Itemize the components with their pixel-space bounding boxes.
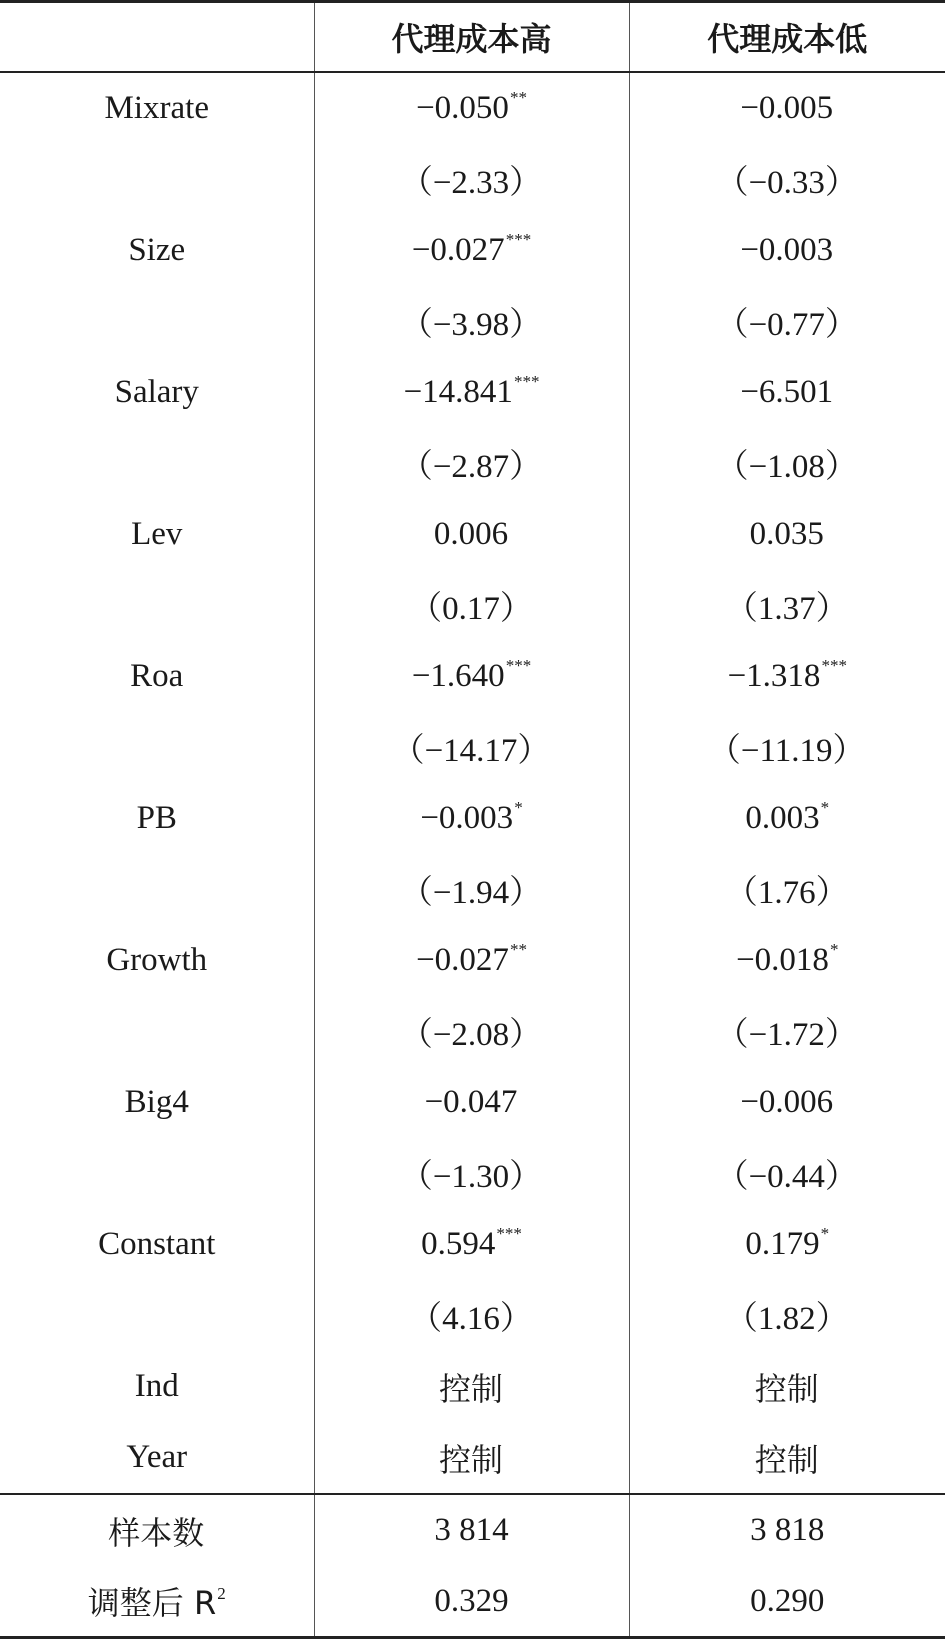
- cell-low-agency-cost: [629, 428, 945, 499]
- cell-low-agency-cost: [629, 1067, 945, 1138]
- significance-stars: **: [509, 940, 527, 959]
- cell-high-agency-cost-value: （−2.08）: [399, 1017, 543, 1053]
- cell-low-agency-cost: [629, 925, 945, 996]
- cell-low-agency-cost: [629, 1280, 945, 1351]
- cell-high-agency-cost: [314, 499, 629, 570]
- significance-stars: *: [820, 798, 830, 817]
- cell-high-agency-cost: [314, 1067, 629, 1138]
- cell-high-agency-cost-value: （−3.98）: [399, 307, 543, 343]
- row-label: [0, 144, 314, 215]
- table-row: [0, 996, 945, 1067]
- footer-low-agency-cost: 0.290: [629, 1566, 945, 1638]
- cell-low-agency-cost: [629, 1209, 945, 1280]
- table-row: [0, 1209, 945, 1280]
- significance-stars: *: [829, 940, 839, 959]
- table-row: [0, 72, 945, 144]
- cell-high-agency-cost-value: 控制: [438, 1440, 503, 1479]
- cell-low-agency-cost: [629, 144, 945, 215]
- cell-low-agency-cost: [629, 783, 945, 854]
- header-high-agency-cost: 代理成本高: [314, 2, 629, 73]
- cell-low-agency-cost-value: 0.179: [745, 1226, 820, 1262]
- cell-low-agency-cost-value: −0.003: [740, 232, 834, 268]
- cell-low-agency-cost: [629, 72, 945, 144]
- cell-high-agency-cost: [314, 1209, 629, 1280]
- footer-label-text: 调整后 R: [87, 1584, 217, 1622]
- cell-high-agency-cost: [314, 641, 629, 712]
- table-row: [0, 854, 945, 925]
- cell-high-agency-cost: [314, 1422, 629, 1494]
- row-label: [0, 1067, 314, 1138]
- table-row: [0, 1067, 945, 1138]
- cell-low-agency-cost: [629, 286, 945, 357]
- cell-low-agency-cost: [629, 357, 945, 428]
- cell-high-agency-cost-value: （−14.17）: [391, 733, 551, 769]
- cell-low-agency-cost: [629, 1422, 945, 1494]
- cell-low-agency-cost: [629, 854, 945, 925]
- row-label: [0, 1138, 314, 1209]
- cell-high-agency-cost: [314, 996, 629, 1067]
- row-label: [0, 428, 314, 499]
- cell-low-agency-cost-value: −6.501: [740, 374, 834, 410]
- row-label-value: Year: [126, 1439, 188, 1475]
- cell-low-agency-cost-value: （1.82）: [724, 1301, 849, 1337]
- cell-low-agency-cost: [629, 570, 945, 641]
- row-label-value: Mixrate: [104, 90, 209, 126]
- significance-stars: ***: [505, 230, 532, 249]
- footer-label-text: 样本数: [108, 1513, 205, 1552]
- table-row: [0, 783, 945, 854]
- cell-low-agency-cost-value: −0.005: [740, 90, 834, 126]
- significance-stars: ***: [496, 1224, 522, 1243]
- table-row: [0, 215, 945, 286]
- cell-low-agency-cost: [629, 499, 945, 570]
- cell-high-agency-cost: [314, 854, 629, 925]
- row-label: [0, 925, 314, 996]
- cell-high-agency-cost: [314, 1138, 629, 1209]
- table-row: [0, 357, 945, 428]
- cell-high-agency-cost-value: −1.640: [411, 658, 505, 694]
- row-label: [0, 641, 314, 712]
- row-label-value: Size: [128, 232, 186, 268]
- table-footer: [0, 1494, 945, 1638]
- table-header: [0, 2, 945, 73]
- table-row: [0, 1138, 945, 1209]
- significance-stars: *: [514, 798, 523, 817]
- cell-high-agency-cost-value: −0.050: [416, 90, 509, 126]
- cell-high-agency-cost-value: −0.047: [424, 1084, 518, 1120]
- cell-low-agency-cost-value: （−0.33）: [715, 165, 858, 201]
- header-row: [0, 2, 945, 73]
- row-label: [0, 499, 314, 570]
- significance-stars: ***: [513, 372, 540, 391]
- cell-low-agency-cost: [629, 712, 945, 783]
- cell-low-agency-cost-value: （1.76）: [724, 875, 849, 911]
- row-label: [0, 1351, 314, 1422]
- cell-low-agency-cost-value: （1.37）: [724, 591, 849, 627]
- cell-high-agency-cost-value: （−1.30）: [399, 1159, 543, 1195]
- cell-high-agency-cost: [314, 1280, 629, 1351]
- row-label: [0, 1280, 314, 1351]
- row-label: [0, 570, 314, 641]
- cell-low-agency-cost: [629, 215, 945, 286]
- cell-low-agency-cost-value: −0.006: [740, 1084, 834, 1120]
- cell-low-agency-cost-value: 控制: [754, 1369, 819, 1408]
- cell-low-agency-cost-value: 控制: [754, 1440, 819, 1479]
- cell-high-agency-cost: [314, 215, 629, 286]
- cell-high-agency-cost: [314, 144, 629, 215]
- row-label-value: Roa: [130, 658, 184, 694]
- row-label-value: Big4: [124, 1084, 189, 1120]
- footer-low-agency-cost: 3 818: [629, 1494, 945, 1566]
- cell-low-agency-cost: [629, 996, 945, 1067]
- table-row: [0, 428, 945, 499]
- row-label: [0, 215, 314, 286]
- table-row: [0, 1422, 945, 1494]
- row-label: [0, 996, 314, 1067]
- header-low-agency-cost: 代理成本低: [707, 20, 868, 58]
- cell-low-agency-cost-value: （−11.19）: [707, 733, 866, 769]
- footer-row: [0, 1494, 945, 1566]
- cell-high-agency-cost: [314, 925, 629, 996]
- footer-label-superscript: 2: [217, 1584, 226, 1603]
- cell-low-agency-cost-value: −1.318: [727, 658, 821, 694]
- cell-high-agency-cost: [314, 428, 629, 499]
- significance-stars: **: [509, 88, 527, 107]
- table-row: [0, 286, 945, 357]
- cell-low-agency-cost-value: （−0.44）: [715, 1159, 858, 1195]
- row-label: [0, 783, 314, 854]
- row-label-value: PB: [136, 800, 177, 836]
- row-label-value: Lev: [131, 516, 183, 552]
- row-label: [0, 854, 314, 925]
- table-row: [0, 499, 945, 570]
- header-variable: [0, 2, 314, 73]
- significance-stars: ***: [821, 656, 847, 675]
- cell-high-agency-cost-value: （−1.94）: [399, 875, 543, 911]
- row-label: [0, 357, 314, 428]
- significance-stars: *: [820, 1224, 830, 1243]
- footer-high-agency-cost: 0.329: [314, 1566, 629, 1638]
- cell-high-agency-cost-value: （−2.87）: [399, 449, 543, 485]
- table-row: [0, 925, 945, 996]
- cell-high-agency-cost-value: 0.006: [433, 516, 509, 552]
- cell-high-agency-cost: [314, 570, 629, 641]
- cell-high-agency-cost: [314, 286, 629, 357]
- cell-high-agency-cost: [314, 1351, 629, 1422]
- table-row: [0, 712, 945, 783]
- cell-low-agency-cost-value: （−1.08）: [715, 449, 858, 485]
- cell-high-agency-cost-value: −0.003: [420, 800, 514, 836]
- row-label-value: Salary: [114, 374, 199, 410]
- footer-label: [0, 1494, 314, 1566]
- cell-high-agency-cost: [314, 783, 629, 854]
- row-label: [0, 72, 314, 144]
- cell-low-agency-cost-value: 0.035: [749, 516, 824, 552]
- cell-high-agency-cost-value: −0.027: [416, 942, 509, 978]
- cell-low-agency-cost: [629, 641, 945, 712]
- row-label: [0, 286, 314, 357]
- footer-high-agency-cost: 3 814: [314, 1494, 629, 1566]
- table-row: [0, 144, 945, 215]
- table-row: [0, 1280, 945, 1351]
- footer-label: [0, 1566, 314, 1638]
- row-label-value: Growth: [106, 942, 208, 978]
- cell-low-agency-cost-value: 0.003: [745, 800, 820, 836]
- table-row: [0, 641, 945, 712]
- cell-low-agency-cost-value: （−0.77）: [715, 307, 858, 343]
- footer-row: [0, 1566, 945, 1638]
- cell-high-agency-cost-value: −14.841: [403, 374, 513, 410]
- cell-high-agency-cost-value: （0.17）: [409, 591, 533, 627]
- cell-low-agency-cost-value: （−1.72）: [715, 1017, 858, 1053]
- cell-high-agency-cost-value: （4.16）: [409, 1301, 533, 1337]
- row-label-value: Constant: [98, 1226, 216, 1262]
- cell-low-agency-cost-value: −0.018: [736, 942, 829, 978]
- row-label: [0, 712, 314, 783]
- cell-high-agency-cost: [314, 357, 629, 428]
- cell-low-agency-cost: [629, 1351, 945, 1422]
- table-body: [0, 72, 945, 1494]
- cell-high-agency-cost-value: 0.594: [421, 1226, 496, 1262]
- row-label: [0, 1209, 314, 1280]
- cell-high-agency-cost: [314, 712, 629, 783]
- cell-high-agency-cost-value: 控制: [438, 1369, 503, 1408]
- row-label: [0, 1422, 314, 1494]
- significance-stars: ***: [505, 656, 532, 675]
- row-label-value: Ind: [134, 1368, 179, 1404]
- cell-high-agency-cost: [314, 72, 629, 144]
- cell-high-agency-cost-value: −0.027: [411, 232, 505, 268]
- cell-low-agency-cost: [629, 1138, 945, 1209]
- table-row: [0, 1351, 945, 1422]
- table-row: [0, 570, 945, 641]
- cell-high-agency-cost-value: （−2.33）: [399, 165, 543, 201]
